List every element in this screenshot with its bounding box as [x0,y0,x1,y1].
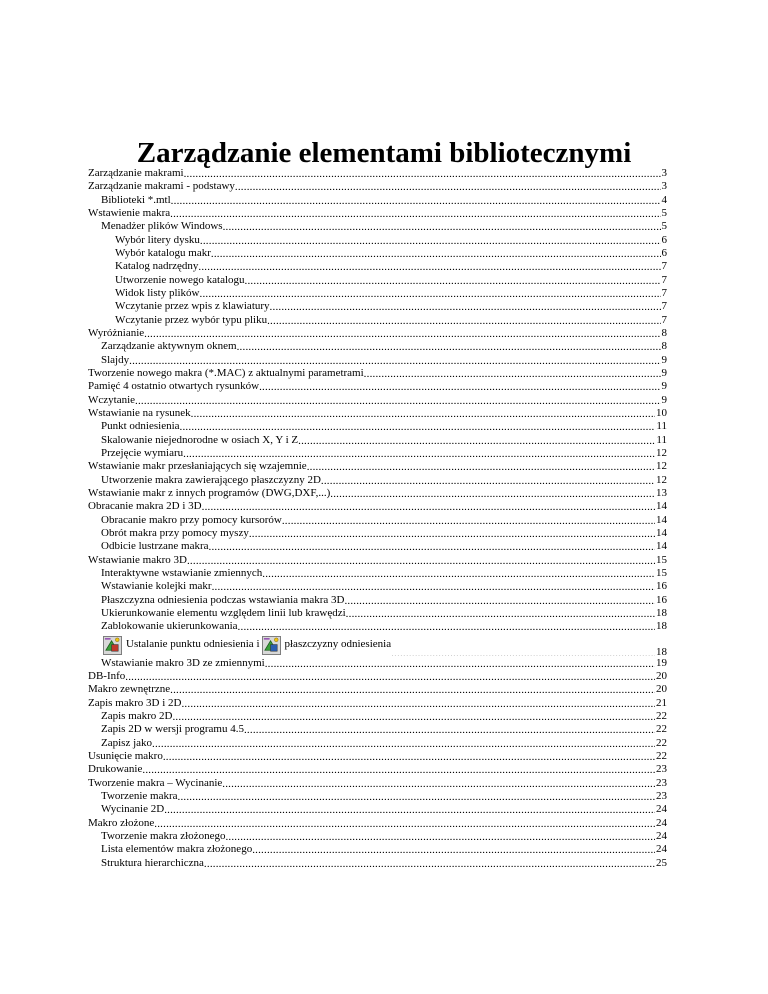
toc-leader-dots [198,261,660,274]
toc-page-number: 14 [656,513,667,526]
toc-leader-dots [235,181,661,194]
toc-entry[interactable] [88,194,667,207]
toc-entry[interactable] [88,487,667,500]
toc-leader-dots [222,778,655,791]
toc-entry-label: Płaszczyzna odniesienia podczas wstawiania makra 3D [101,593,345,606]
toc-entry[interactable] [88,474,667,487]
toc-entry-label: Tworzenie makra złożonego [101,830,226,843]
toc-entry-label: Usunięcie makro [88,750,163,763]
toc-leader-dots [391,643,655,656]
toc-entry[interactable] [88,447,667,460]
toc-leader-dots [154,818,655,831]
toc-entry[interactable] [88,314,667,327]
toc-entry[interactable] [88,340,667,353]
toc-page-number: 24 [656,816,667,829]
toc-entry[interactable] [88,567,667,580]
toc-entry[interactable] [88,817,667,830]
toc-page-number: 14 [656,526,667,539]
toc-entry-label: Wycinanie 2D [101,803,165,816]
toc-entry-label: Utworzenie nowego katalogu [115,273,245,286]
toc-leader-dots [171,195,661,208]
toc-entry-label: Wstawianie makro 3D ze zmiennymi [101,656,265,669]
toc-entry-label: Zarządzanie makrami [88,167,184,179]
toc-entry-label [101,633,391,656]
toc-entry-label: Wczytanie [88,393,136,406]
toc-page-number: 14 [656,500,667,513]
toc-leader-dots [245,275,661,288]
toc-entry-label: Makro zewnętrzne [88,683,171,696]
toc-page-number: 22 [656,710,667,723]
toc-entry[interactable] [88,420,667,433]
toc-entry-text: Ustalanie punktu odniesienia i [126,638,260,651]
toc-page-number: 18 [656,606,667,619]
toc-entry[interactable] [88,777,667,790]
toc-entry[interactable] [88,274,667,287]
toc-entry-label: Zapis 2D w wersji programu 4.5 [101,723,244,736]
toc-leader-dots [262,568,655,581]
toc-page-number: 12 [656,446,667,459]
toc-leader-dots [181,698,655,711]
toc-entry-label: Odbicie lustrzane makra [101,540,209,553]
toc-page-number: 3 [661,180,667,193]
toc-leader-dots [364,368,661,381]
toc-entry-label: Punkt odniesienia [101,420,180,433]
toc-entry-label: Zablokowanie ukierunkowania [101,620,238,633]
toc-entry[interactable] [88,790,667,803]
toc-page-number: 6 [661,246,667,259]
toc-leader-dots [202,501,655,514]
toc-page-number: 15 [656,553,667,566]
toc-entry-label: Biblioteki *.mtl [101,193,171,206]
toc-page-number: 16 [656,580,667,593]
toc-entry[interactable] [88,300,667,313]
toc-page-number: 18 [656,645,667,658]
toc-page-number: 20 [656,670,667,683]
toc-page-number: 23 [656,763,667,776]
toc-page-number: 20 [656,683,667,696]
toc-leader-dots [249,528,655,541]
toc-entry[interactable] [88,710,667,723]
toc-entry-label: Wybór katalogu makr [115,246,211,259]
toc-page-number: 14 [656,540,667,553]
toc-leader-dots [330,488,655,501]
toc-leader-dots [225,831,655,844]
toc-page-number: 23 [656,790,667,803]
toc-entry-label: Katalog nadrzędny [115,260,199,273]
toc-entry[interactable] [88,540,667,553]
toc-leader-dots [170,684,655,697]
toc-leader-dots [298,435,655,448]
toc-entry[interactable] [88,180,667,193]
toc-page-number: 23 [656,776,667,789]
toc-entry-label: Widok listy plików [115,286,200,299]
toc-page-number: 15 [656,566,667,579]
toc-entry[interactable] [88,434,667,447]
toc-leader-dots [144,328,660,341]
table-of-contents [88,167,667,870]
toc-entry-label: Interaktywne wstawianie zmiennych [101,566,263,579]
toc-entry[interactable] [88,857,667,870]
toc-entry[interactable] [88,167,667,180]
toc-entry-label: Wstawianie makro 3D [88,553,187,566]
toc-page-number: 8 [661,326,667,339]
toc-page-number: 21 [656,696,667,709]
toc-page-number: 7 [661,286,667,299]
toc-entry-label: Wybór litery dysku [115,233,200,246]
toc-page-number: 11 [656,433,667,446]
toc-leader-dots [267,315,660,328]
toc-entry-label: Obrót makra przy pomocy myszy [101,526,249,539]
toc-leader-dots [270,301,661,314]
toc-page-number: 22 [656,723,667,736]
toc-entry-label: Utworzenie makra zawierającego płaszczyzny 2D [101,473,321,486]
toc-leader-dots [282,515,655,528]
toc-page-number: 7 [661,260,667,273]
toc-page-number: 9 [661,393,667,406]
toc-leader-dots [211,248,661,261]
toc-entry[interactable] [88,354,667,367]
toc-leader-dots [178,791,656,804]
toc-entry[interactable] [88,723,667,736]
toc-leader-dots [344,595,655,608]
toc-entry-label: Makro złożone [88,816,155,829]
toc-leader-dots [200,235,661,248]
toc-entry-label: Pamięć 4 ostatnio otwartych rysunków [88,380,260,393]
toc-leader-dots [164,804,655,817]
toc-entry-label: Drukowanie [88,763,143,776]
toc-leader-dots [204,858,655,871]
toc-entry-text: płaszczyzny odniesienia [284,638,392,651]
toc-entry[interactable] [88,657,667,670]
toc-leader-dots [223,221,661,234]
toc-page-number: 5 [661,206,667,219]
toc-entry-label: Obracanie makro przy pomocy kursorów [101,513,282,526]
toc-page-number: 7 [661,273,667,286]
toc-entry-label: Skalowanie niejednorodne w osiach X, Y i Z [101,433,299,446]
toc-leader-dots [183,448,655,461]
toc-entry[interactable] [88,843,667,856]
toc-entry[interactable] [88,554,667,567]
toc-leader-dots [191,408,655,421]
toc-leader-dots [125,671,655,684]
toc-page-number: 5 [661,220,667,233]
toc-leader-dots [346,608,655,621]
toc-leader-dots [187,555,655,568]
toc-page-number: 22 [656,736,667,749]
toc-page-number: 18 [656,620,667,633]
toc-entry-label: Ukierunkowanie elementu względem linii lub krawędzi [101,606,346,619]
toc-leader-dots [200,288,661,301]
toc-page-number: 7 [661,300,667,313]
toc-entry-label: Wstawianie makr z innych programów (DWG,DXF,...) [88,486,331,499]
toc-page-number: 6 [661,233,667,246]
toc-entry-label: Wstawianie kolejki makr [101,580,212,593]
toc-entry[interactable] [88,737,667,750]
toc-leader-dots [307,461,655,474]
toc-page-number: 16 [656,593,667,606]
toc-entry[interactable] [88,514,667,527]
toc-entry-label: Wyróżnianie [88,326,145,339]
toc-entry[interactable] [88,247,667,260]
toc-entry[interactable] [88,594,667,607]
toc-page-number: 25 [656,856,667,869]
toc-entry-label: Wstawianie na rysunek [88,406,191,419]
toc-entry[interactable] [88,234,667,247]
toc-entry-label: Tworzenie nowego makra (*.MAC) z aktualnymi parametrami [88,366,364,379]
toc-page-number: 8 [661,340,667,353]
toc-page-number: 24 [656,803,667,816]
toc-leader-dots [142,764,655,777]
toc-page-number: 3 [661,167,667,179]
reference-point-icon [103,636,122,655]
toc-entry[interactable] [88,394,667,407]
toc-page-number: 11 [656,420,667,433]
toc-entry-label: Wstawienie makra [88,206,171,219]
document-title: Zarządzanie elementami bibliotecznymi [136,137,632,170]
toc-entry[interactable] [88,460,667,473]
toc-entry[interactable] [88,830,667,843]
toc-entry-label: Wczytanie przez wybór typu pliku [115,313,268,326]
toc-leader-dots [170,208,660,221]
toc-entry-label: Menadżer plików Windows [101,220,223,233]
toc-leader-dots [184,168,661,181]
toc-leader-dots [135,395,660,408]
toc-page-number: 12 [656,473,667,486]
toc-entry-label: Wczytanie przez wpis z klawiatury [115,300,270,313]
toc-leader-dots [252,844,655,857]
toc-page-number: 9 [661,353,667,366]
toc-leader-dots [265,658,655,671]
toc-entry[interactable] [88,407,667,420]
toc-leader-dots [152,738,655,751]
toc-entry[interactable] [88,620,667,633]
toc-entry-label: Lista elementów makra złożonego [101,843,253,856]
toc-entry[interactable] [88,220,667,233]
toc-page-number: 22 [656,750,667,763]
toc-page-number: 12 [656,460,667,473]
toc-leader-dots [237,341,661,354]
toc-page-number: 10 [656,406,667,419]
toc-entry-label: Slajdy [101,353,130,366]
toc-leader-dots [321,475,655,488]
toc-entry-label: Obracanie makra 2D i 3D [88,500,202,513]
toc-entry[interactable] [88,500,667,513]
toc-leader-dots [259,381,660,394]
toc-page-number: 24 [656,843,667,856]
toc-page-number: 13 [656,486,667,499]
toc-leader-dots [172,711,655,724]
toc-entry[interactable] [88,763,667,776]
toc-entry[interactable] [88,287,667,300]
reference-plane-icon [262,636,281,655]
toc-entry[interactable] [88,683,667,696]
toc-page-number: 19 [656,656,667,669]
toc-page-number: 4 [661,193,667,206]
toc-entry[interactable] [88,327,667,340]
toc-entry[interactable] [88,670,667,683]
toc-entry-label: Tworzenie makra – Wycinanie [88,776,223,789]
toc-entry[interactable] [88,380,667,393]
toc-entry[interactable] [88,803,667,816]
toc-page-number: 9 [661,380,667,393]
toc-entry[interactable] [88,750,667,763]
toc-page-number: 24 [656,830,667,843]
toc-page-number: 7 [661,313,667,326]
toc-entry[interactable] [88,207,667,220]
toc-entry[interactable] [88,607,667,620]
toc-entry-label: Zapis makro 2D [101,710,173,723]
toc-entry[interactable] [88,527,667,540]
toc-entry-label: Struktura hierarchiczna [101,856,204,869]
toc-leader-dots [244,724,655,737]
toc-leader-dots [209,541,655,554]
toc-leader-dots [163,751,655,764]
toc-entry-label: Przejęcie wymiaru [101,446,184,459]
toc-leader-dots [180,421,656,434]
toc-entry-label: Zapisz jako [101,736,153,749]
toc-entry-label: Zarządzanie makrami - podstawy [88,180,235,193]
toc-entry[interactable] [88,367,667,380]
toc-leader-dots [238,621,655,634]
toc-leader-dots [212,581,655,594]
toc-page-number: 9 [661,366,667,379]
toc-entry[interactable] [88,260,667,273]
toc-entry-label: Wstawianie makr przesłaniających się wzajemnie [88,460,307,473]
toc-leader-dots [129,355,660,368]
toc-entry[interactable] [88,633,667,656]
toc-entry-label: Tworzenie makra [101,790,178,803]
toc-entry-label: Zarządzanie aktywnym oknem [101,340,237,353]
toc-entry[interactable] [88,697,667,710]
toc-entry-label: Zapis makro 3D i 2D [88,696,182,709]
toc-entry-label: DB-Info [88,670,126,683]
toc-entry[interactable] [88,580,667,593]
